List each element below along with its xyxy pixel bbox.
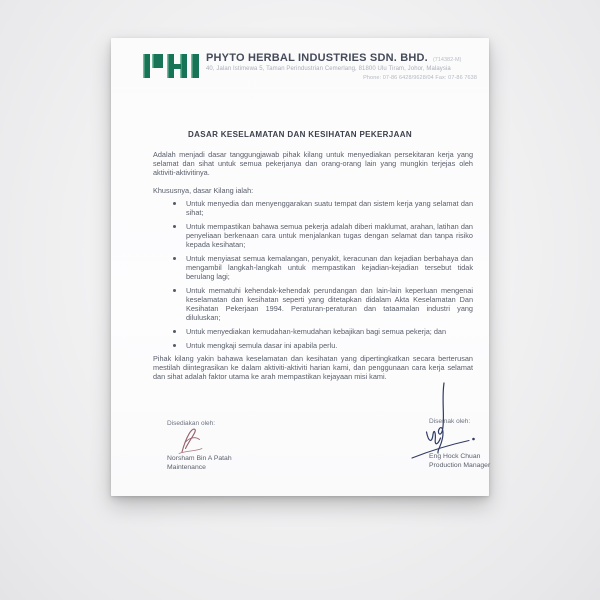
policy-bullet [173, 341, 473, 350]
signature-right-block [429, 418, 579, 469]
policy-lead-in: Khususnya, dasar Kilang ialah: [153, 186, 254, 195]
logo-letter-i [191, 54, 199, 78]
signatory-name: Norsham Bin A Patah [167, 455, 232, 462]
letterhead [143, 51, 477, 81]
bullet-dot-icon [173, 344, 176, 347]
policy-bullet-text: Untuk mematuhi kehendak-kehendak perundangan dan lain-lain keperluan mengenai keselamatan dan kesihatan seperti yang ditetapkan didalam Akta Keselamatan Dan Kesihatan Pekerjaan 1994. Peraturan-peraturan dan tataamalan industri yang diluluskan; [186, 286, 473, 322]
policy-bullet-text: Untuk menyediakan kemudahan-kemudahan kebajikan bagi semua pekerja; dan [186, 327, 447, 336]
bullet-dot-icon [173, 202, 176, 205]
company-block [206, 51, 477, 81]
policy-bullet-text: Untuk menyedia dan menyenggarakan suatu tempat dan sistem kerja yang selamat dan sihat; [186, 199, 473, 217]
signatory-name: Eng Hock Chuan [429, 453, 481, 460]
policy-bullet-text: Untuk mempastikan bahawa semua pekerja adalah diberi maklumat, arahan, latihan dan penyeliaan berkenaan cara untuk menjalankan tugas dengan selamat dan tanpa risiko kepada kesihatan; [186, 222, 473, 249]
policy-bullet [173, 286, 473, 322]
logo-letter-h [167, 54, 187, 78]
bullet-dot-icon [173, 257, 176, 260]
bullet-dot-icon [173, 225, 176, 228]
policy-bullet-text: Untuk menyiasat semua kemalangan, penyakit, keracunan dan kejadian berbahaya dan mengambil langkah-langkah untuk mempastikan kejadian-kejadian tersebut tidak berulang lagi; [186, 254, 473, 281]
signatory-role: Production Manager [429, 462, 491, 469]
company-address: 40, Jalan Istimewa 5, Taman Perindustrian Cemerlang, 81800 Ulu Tiram, Johor, Malaysia [206, 66, 451, 72]
policy-document-page [111, 38, 489, 496]
closing-paragraph: Pihak kilang yakin bahawa keselamatan dan kesihatan yang dipertingkatkan secara berterusan mestilah diintegrasikan ke dalam aktiviti-aktiviti harian kami, dan penggunaan cara kerja selamat dan sihat adalah faktor utama ke arah mempastikan kejayaan misi kami. [153, 354, 473, 381]
phi-logo-icon [143, 54, 199, 80]
policy-bullet [173, 199, 473, 217]
policy-bullet-text: Untuk mengkaji semula dasar ini apabila perlu. [186, 341, 338, 350]
intro-paragraph: Adalah menjadi dasar tanggungjawab pihak kilang untuk menyediakan persekitaran kerja yang selamat dan sihat untuk semua pekerjanya dan orang-orang lain yang mungkin terjejas oleh aktiviti-aktivitinya. [153, 150, 473, 177]
company-name: PHYTO HERBAL INDUSTRIES SDN. BHD. [206, 52, 428, 64]
bullet-dot-icon [173, 289, 176, 292]
signature-right-label: Disemak oleh: [429, 418, 471, 425]
signature-left-scribble-icon [175, 424, 209, 456]
policy-bullet-list [173, 199, 473, 355]
logo-letter-p [143, 54, 163, 78]
company-phone-fax: Phone: 07-86 6428/9628/04 Fax: 07-86 7638 [363, 75, 477, 81]
policy-bullet [173, 254, 473, 281]
signature-left-block [167, 420, 317, 471]
policy-bullet [173, 327, 473, 336]
company-reg-no: (714382-M) [432, 57, 462, 63]
bullet-dot-icon [173, 330, 176, 333]
signature-left-label: Disediakan oleh: [167, 420, 216, 427]
policy-bullet [173, 222, 473, 249]
policy-title: DASAR KESELAMATAN DAN KESIHATAN PEKERJAAN [188, 130, 412, 139]
signatory-role: Maintenance [167, 464, 206, 471]
